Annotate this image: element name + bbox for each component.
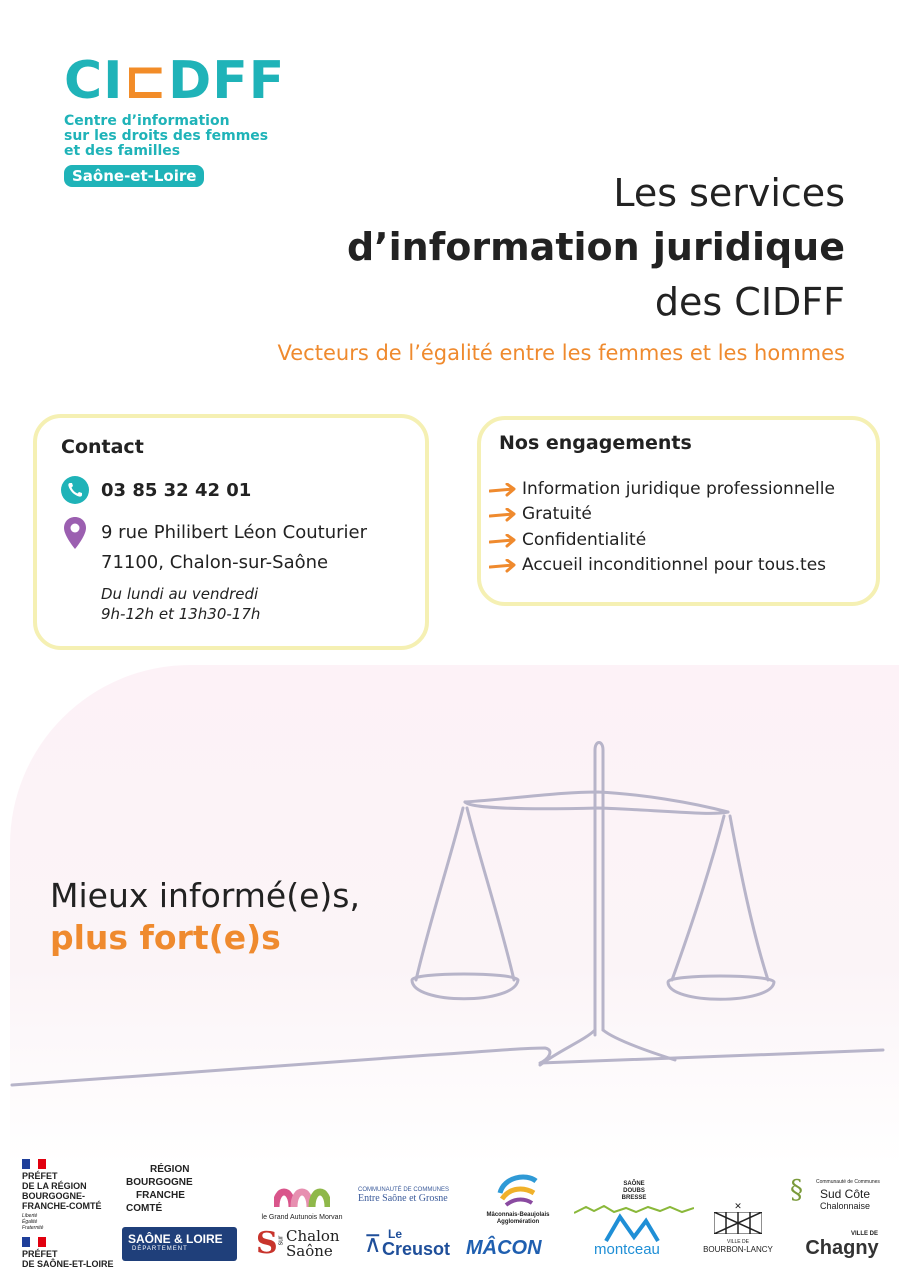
bourbon-lancy-logo: ✕ VILLE DE BOURBON-LANCY	[698, 1201, 778, 1261]
title-line-1: Les services	[613, 171, 845, 215]
cidff-logo	[64, 52, 324, 187]
prefet-region-logo: PRÉFET DE LA RÉGION BOURGOGNE- FRANCHE-COMTÉ Liberté Égalité Fraternité	[22, 1159, 132, 1231]
montceau-icon	[600, 1213, 670, 1243]
grand-autunois-icon	[274, 1183, 330, 1209]
region-bfc-logo: RÉGION BOURGOGNE FRANCHE COMTÉ	[126, 1164, 193, 1214]
contact-card	[33, 414, 429, 650]
logo-dot-icon: ⊏	[123, 51, 169, 111]
sud-cote-icon: §	[790, 1175, 803, 1205]
maconnais-beaujolais-logo: Mâconnais-Beaujolais Agglomération	[480, 1173, 556, 1226]
arrow-right-icon	[489, 507, 517, 521]
title-line-3: des CIDFF	[654, 280, 845, 324]
partner-logos	[0, 1155, 899, 1272]
french-flag-icon	[22, 1237, 46, 1247]
slogan	[50, 875, 360, 959]
logo-tagline: Centre d’information sur les droits des femmes et des familles	[64, 113, 269, 159]
slogan-line-2: plus fort(e)s	[50, 918, 281, 957]
chalon-sur-saone-logo: S sur Chalon Saône	[256, 1226, 340, 1261]
french-flag-icon	[22, 1159, 46, 1169]
list-item: Gratuité	[489, 502, 835, 528]
contact-heading: Contact	[61, 436, 144, 458]
arrow-right-icon	[489, 482, 517, 496]
cc-entre-saone-grosne-logo: COMMUNAUTÉ DE COMMUNES Entre Saône et Grosne	[358, 1187, 449, 1204]
list-item: Accueil inconditionnel pour tous.tes	[489, 553, 835, 579]
macon-logo: MÂCON	[466, 1237, 542, 1259]
chagny-logo: VILLE DE Chagny	[805, 1231, 879, 1259]
engagements-heading: Nos engagements	[499, 432, 692, 454]
engagements-card	[477, 416, 880, 606]
le-creusot-icon: ⊼	[364, 1231, 382, 1258]
saone-loire-departement-logo: SAÔNE & LOIRE DÉPARTEMENT	[122, 1227, 237, 1261]
arrow-right-icon	[489, 558, 517, 572]
arrow-right-icon	[489, 533, 517, 547]
location-pin-icon	[63, 516, 87, 550]
logo-region-badge: Saône-et-Loire	[64, 165, 204, 187]
contact-hours: Du lundi au vendredi 9h-12h et 13h30-17h	[101, 585, 261, 623]
prefet-departement-logo: PRÉFET DE SAÔNE-ET-LOIRE	[22, 1237, 132, 1269]
contact-phone[interactable]: 03 85 32 42 01	[101, 480, 252, 501]
phone-icon	[61, 476, 89, 504]
title-line-2: d’information juridique	[346, 225, 845, 269]
saone-doubs-bresse-logo: SAÔNE DOUBS BRESSE	[570, 1181, 698, 1220]
slogan-line-1: Mieux informé(e)s,	[50, 876, 360, 915]
maconnais-icon	[496, 1173, 540, 1207]
chalon-icon: S	[256, 1226, 278, 1261]
bourbon-lancy-icon: ✕	[734, 1201, 742, 1211]
grand-autunois-logo: le Grand Autunois Morvan	[252, 1183, 352, 1221]
list-item: Confidentialité	[489, 527, 835, 553]
page-title	[347, 168, 845, 328]
cidff-wordmark: CI⊏DFF	[64, 51, 286, 111]
montceau-logo: montceau	[592, 1213, 682, 1263]
le-creusot-logo: Le ⊼ Creusot	[364, 1227, 451, 1259]
bourbon-pattern-icon	[714, 1212, 762, 1234]
contact-address: 9 rue Philibert Léon Couturier 71100, Chalon-sur-Saône	[101, 522, 367, 573]
engagements-list	[489, 476, 835, 578]
sud-cote-chalonnaise-logo: § Communauté de Communes Sud Côte Chalonnaise	[790, 1175, 880, 1211]
page-subtitle: Vecteurs de l’égalité entre les femmes et les hommes	[277, 341, 845, 365]
list-item: Information juridique professionnelle	[489, 476, 835, 502]
